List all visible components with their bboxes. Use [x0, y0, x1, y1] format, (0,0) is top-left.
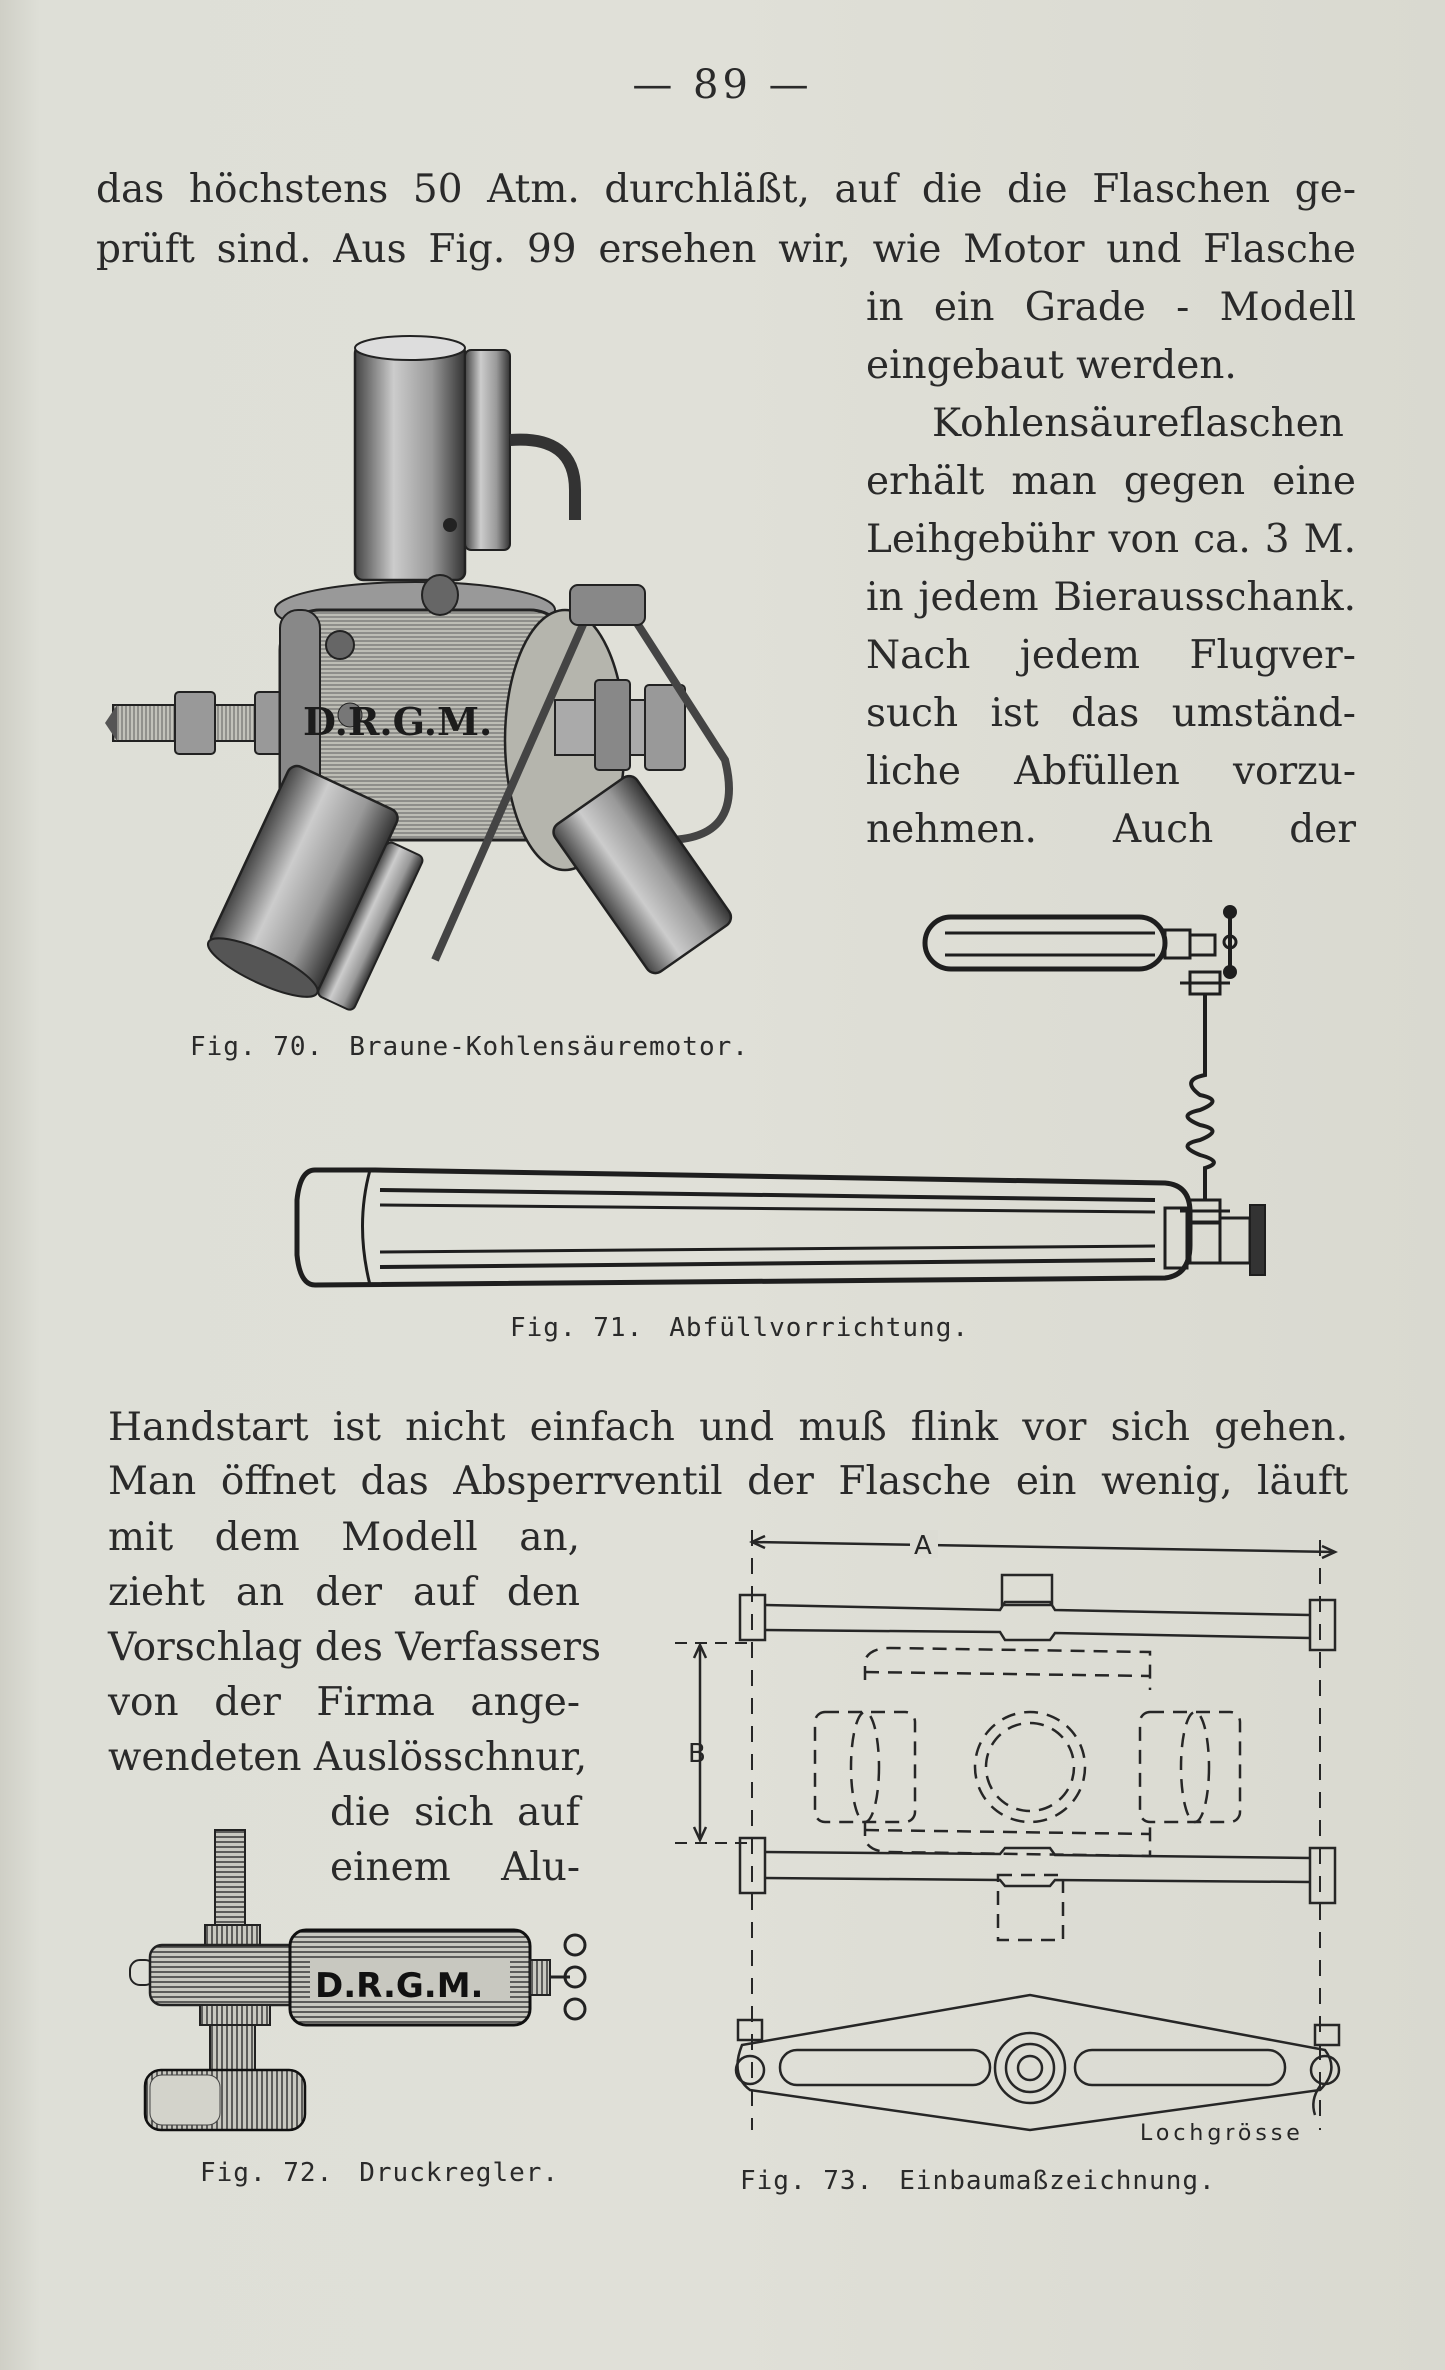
- body-text-line: in ein Grade - Modell: [866, 285, 1356, 330]
- body-text-line: Nach jedem Flugver-: [866, 633, 1356, 678]
- annotation-hole-size: Lochgrösse: [1140, 2121, 1304, 2146]
- figure-73-caption: [740, 2166, 1216, 2196]
- body-text-line: erhält man gegen eine: [866, 459, 1356, 504]
- body-text-line: Leihgebühr von ca. 3 M.: [866, 517, 1356, 562]
- figure-number: Fig. 72.: [200, 2158, 334, 2188]
- figure-title: Druckregler.: [359, 2158, 560, 2188]
- figure-number: Fig. 71.: [510, 1313, 644, 1343]
- body-text-line: einem Alu-: [330, 1845, 580, 1890]
- figure-number: Fig. 73.: [740, 2166, 874, 2196]
- body-text-line: Vorschlag des Verfassers: [108, 1625, 601, 1670]
- body-text-line: in jedem Bierausschank.: [866, 575, 1356, 620]
- body-text-line: mit dem Modell an,: [108, 1515, 580, 1560]
- figure-number: Fig. 70.: [190, 1032, 324, 1062]
- body-text-line: such ist das umständ-: [866, 691, 1356, 736]
- figure-title: Braune-Kohlensäuremotor.: [349, 1032, 749, 1062]
- body-text-line: wendeten Auslösschnur,: [108, 1735, 588, 1780]
- body-text-line: das höchstens 50 Atm. durchläßt, auf die die Flaschen ge-: [96, 167, 1356, 212]
- figure-title: Abfüllvorrichtung.: [669, 1313, 969, 1343]
- body-text-line: nehmen. Auch der: [866, 807, 1356, 852]
- body-text-line: liche Abfüllen vorzu-: [866, 749, 1356, 794]
- figure-71-filling-apparatus: [285, 900, 1285, 1300]
- engraving-label: D.R.G.M.: [315, 1966, 484, 2006]
- body-text-line: die sich auf: [330, 1790, 580, 1835]
- dimension-label-b: B: [688, 1739, 706, 1769]
- figure-72-caption: [200, 2158, 559, 2188]
- engraving-label: D.R.G.M.: [303, 699, 493, 744]
- body-text-line: Handstart ist nicht einfach und muß flink vor sich gehen.: [108, 1405, 1348, 1450]
- body-text-line: zieht an der auf den: [108, 1570, 580, 1615]
- body-text-line: prüft sind. Aus Fig. 99 ersehen wir, wie Motor und Flasche: [96, 227, 1356, 272]
- figure-73-installation-drawing: [620, 1530, 1350, 2150]
- body-text-line: eingebaut werden.: [866, 343, 1237, 388]
- body-text-line: von der Firma ange-: [108, 1680, 580, 1725]
- page-number: — 89 —: [632, 62, 813, 108]
- dimension-label-a: A: [914, 1531, 932, 1561]
- figure-title: Einbaumaßzeichnung.: [899, 2166, 1216, 2196]
- body-text-line: Kohlensäureflaschen: [932, 401, 1344, 446]
- figure-72-pressure-regulator: [125, 1825, 595, 2145]
- figure-71-caption: [510, 1313, 969, 1343]
- body-text-line: Man öffnet das Absperrventil der Flasche ein wenig, läuft: [108, 1459, 1348, 1504]
